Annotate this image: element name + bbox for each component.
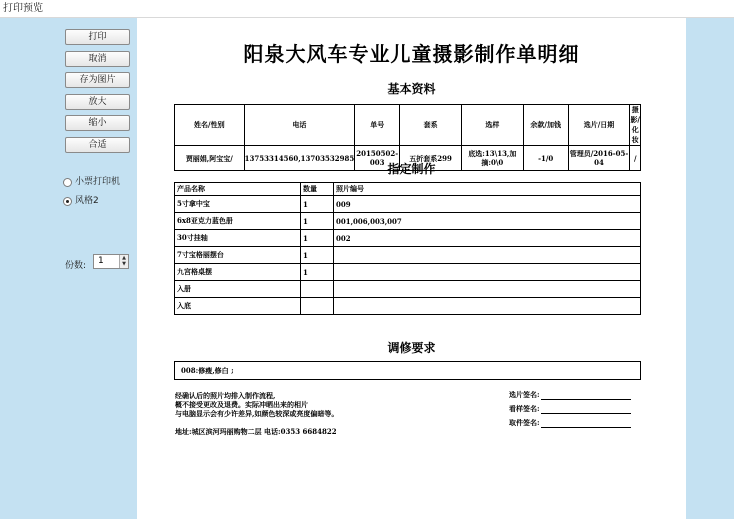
table-cell: 入册 <box>175 281 301 298</box>
table-header: 选片/日期 <box>568 105 630 146</box>
table-header: 余款/加钱 <box>523 105 568 146</box>
table-header: 选样 <box>461 105 523 146</box>
table-header: 姓名/性别 <box>175 105 245 146</box>
table-cell <box>334 298 641 315</box>
signature-view <box>509 404 631 414</box>
window-title: 打印预览 <box>0 0 734 18</box>
table-cell: 30寸挂轴 <box>175 230 301 247</box>
table-cell: 001,006,003,007 <box>334 213 641 230</box>
table-row <box>175 264 641 281</box>
zoom-in-button[interactable]: 放大 <box>65 94 130 110</box>
table-row <box>175 298 641 315</box>
production-table <box>174 182 641 315</box>
cancel-button[interactable]: 取消 <box>65 51 130 67</box>
table-header: 照片编号 <box>334 183 641 196</box>
table-cell: -1/0 <box>523 146 568 171</box>
table-row <box>175 281 641 298</box>
table-cell: 底选:13\13,加摘:0\0 <box>461 146 523 171</box>
note-line: 概不接受更改及退费。实际冲晒出来的相片 <box>175 400 308 409</box>
radio-receipt-printer[interactable] <box>63 176 120 188</box>
fit-button[interactable]: 合适 <box>65 137 130 153</box>
table-cell <box>334 264 641 281</box>
table-header: 单号 <box>355 105 400 146</box>
table-cell <box>301 281 334 298</box>
table-cell: 20150502-003 <box>355 146 400 171</box>
table-header: 数量 <box>301 183 334 196</box>
table-header: 套系 <box>400 105 462 146</box>
table-cell: 7寸宝格丽摆台 <box>175 247 301 264</box>
table-header: 产品名称 <box>175 183 301 196</box>
signature-pickup <box>509 418 631 428</box>
signature-label: 看样签名: <box>509 404 540 413</box>
print-preview-page <box>137 18 686 519</box>
signature-select <box>509 390 631 400</box>
table-cell <box>334 281 641 298</box>
signature-label: 选片签名: <box>509 390 540 399</box>
address: 地址:城区滨河玛丽购物二层 电话:0353 6684822 <box>175 427 337 436</box>
table-cell: 1 <box>301 247 334 264</box>
zoom-out-button[interactable]: 缩小 <box>65 115 130 131</box>
table-cell: 6x8亚克力蓝色册 <box>175 213 301 230</box>
table-cell: 五折套系299 <box>400 146 462 171</box>
signature-label: 取件签名: <box>509 418 540 427</box>
table-cell: 入底 <box>175 298 301 315</box>
retouch-table <box>174 361 641 380</box>
table-cell: 贾丽娟,阿宝宝/ <box>175 146 245 171</box>
copies-label: 份数: <box>65 261 87 271</box>
note-line: 与电脑显示会有少许差异,如颜色较深或亮度偏暗等。 <box>175 409 339 418</box>
retouch-text: 008:修瘦,修白 ; <box>175 362 641 380</box>
table-row <box>175 230 641 247</box>
note-line: 经确认后的照片均排入制作流程, <box>175 391 276 400</box>
save-image-button[interactable]: 存为图片 <box>65 72 130 88</box>
spin-down-icon[interactable]: ▼ <box>122 261 126 267</box>
table-cell: 管理员/2016-05-04 <box>568 146 630 171</box>
table-cell: 009 <box>334 196 641 213</box>
table-cell: 5寸拿中宝 <box>175 196 301 213</box>
radio-style-2-label: 风格2 <box>75 196 99 206</box>
page-title: 阳泉大风车专业儿童摄影制作单明细 <box>243 42 580 66</box>
table-cell: 13753314560,13703532985 <box>244 146 355 171</box>
basic-info-title: 基本资料 <box>387 82 436 96</box>
table-cell: 1 <box>301 196 334 213</box>
copies-value: 1 <box>98 256 104 266</box>
radio-style-2[interactable] <box>63 195 99 207</box>
notes <box>175 391 338 418</box>
table-row <box>175 196 641 213</box>
radio-dot-selected-icon <box>63 197 72 206</box>
table-row <box>175 213 641 230</box>
print-button[interactable]: 打印 <box>65 29 130 45</box>
copies-spinner[interactable] <box>93 254 129 269</box>
table-cell <box>301 298 334 315</box>
retouch-title: 调修要求 <box>387 341 436 355</box>
radio-receipt-printer-label: 小票打印机 <box>75 177 121 187</box>
table-cell: 1 <box>301 230 334 247</box>
table-row <box>175 247 641 264</box>
spin-up-icon[interactable]: ▲ <box>122 255 126 261</box>
production-title: 指定制作 <box>387 162 436 176</box>
table-cell <box>334 247 641 264</box>
table-header: 电话 <box>244 105 355 146</box>
table-cell: 002 <box>334 230 641 247</box>
table-cell: / <box>630 146 641 171</box>
table-cell: 1 <box>301 264 334 281</box>
radio-dot-icon <box>63 178 72 187</box>
table-header: 摄影/化妆 <box>630 105 640 144</box>
table-cell: 1 <box>301 213 334 230</box>
right-margin <box>686 18 734 519</box>
table-cell: 九宫格桌摆 <box>175 264 301 281</box>
